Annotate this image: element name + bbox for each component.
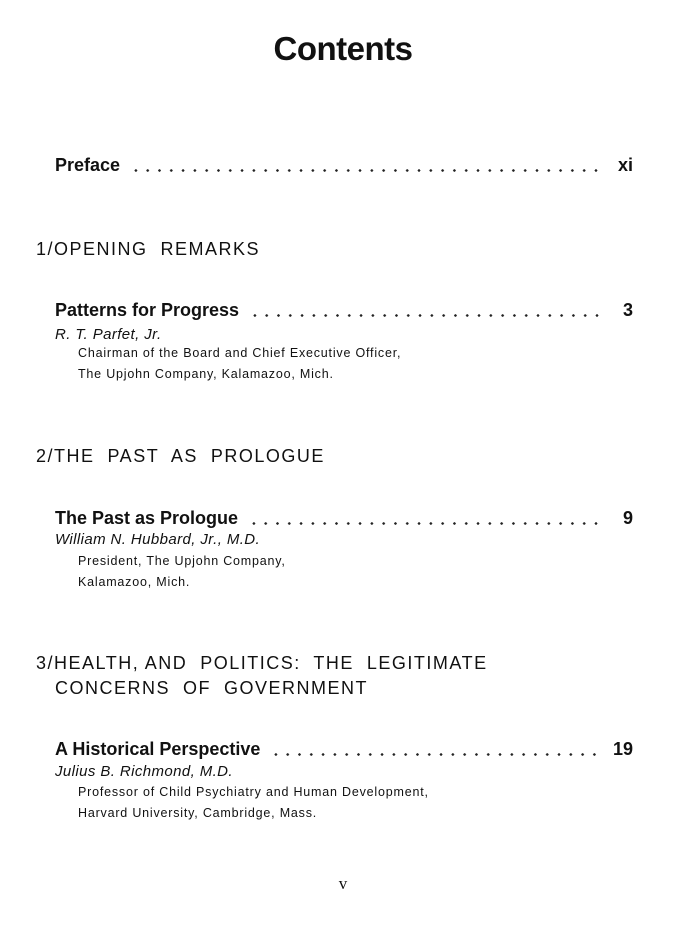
affiliation-line: The Upjohn Company, Kalamazoo, Mich. bbox=[78, 367, 334, 381]
affiliation-line: Professor of Child Psychiatry and Human Development, bbox=[78, 785, 429, 799]
entry-affiliation bbox=[78, 343, 401, 385]
part-heading-line: 3/HEALTH, AND POLITICS: THE LEGITIMATE bbox=[36, 653, 488, 673]
entry-title: Preface bbox=[55, 155, 121, 175]
dot-leader bbox=[249, 314, 599, 317]
entry-author: William N. Hubbard, Jr., M.D. bbox=[55, 531, 261, 548]
affiliation-line: Chairman of the Board and Chief Executive Officer, bbox=[78, 346, 402, 360]
entry-author: R. T. Parfet, Jr. bbox=[55, 326, 162, 343]
dot-leader bbox=[248, 522, 599, 525]
entry-affiliation bbox=[78, 551, 286, 593]
entry-page-number: 3 bbox=[622, 300, 633, 320]
part-heading-1 bbox=[36, 237, 260, 262]
toc-entry-preface[interactable] bbox=[55, 152, 633, 176]
affiliation-line: Harvard University, Cambridge, Mass. bbox=[78, 806, 318, 820]
affiliation-line: President, The Upjohn Company, bbox=[78, 554, 286, 568]
entry-title: Patterns for Progress bbox=[55, 300, 240, 320]
entry-affiliation bbox=[78, 782, 429, 824]
part-heading-line: 1/OPENING REMARKS bbox=[36, 239, 261, 259]
part-heading-line: CONCERNS OF GOVERNMENT bbox=[55, 678, 369, 698]
part-heading-line: 2/THE PAST AS PROLOGUE bbox=[36, 446, 325, 466]
toc-entry-the-past-as-prologue[interactable] bbox=[55, 505, 633, 529]
part-heading-3 bbox=[36, 651, 488, 701]
toc-entry-patterns-for-progress[interactable] bbox=[55, 297, 633, 321]
page-title: Contents bbox=[273, 30, 413, 67]
entry-title: A Historical Perspective bbox=[55, 739, 261, 759]
dot-leader bbox=[270, 753, 599, 756]
entry-author: Julius B. Richmond, M.D. bbox=[55, 763, 233, 780]
dot-leader bbox=[130, 169, 599, 172]
toc-entry-a-historical-perspective[interactable] bbox=[55, 736, 633, 760]
entry-page-number: xi bbox=[617, 155, 633, 175]
affiliation-line: Kalamazoo, Mich. bbox=[78, 575, 191, 589]
part-heading-2 bbox=[36, 444, 325, 469]
entry-page-number: 19 bbox=[612, 739, 633, 759]
entry-title: The Past as Prologue bbox=[55, 508, 239, 528]
page-number: v bbox=[338, 874, 348, 893]
entry-page-number: 9 bbox=[622, 508, 633, 528]
